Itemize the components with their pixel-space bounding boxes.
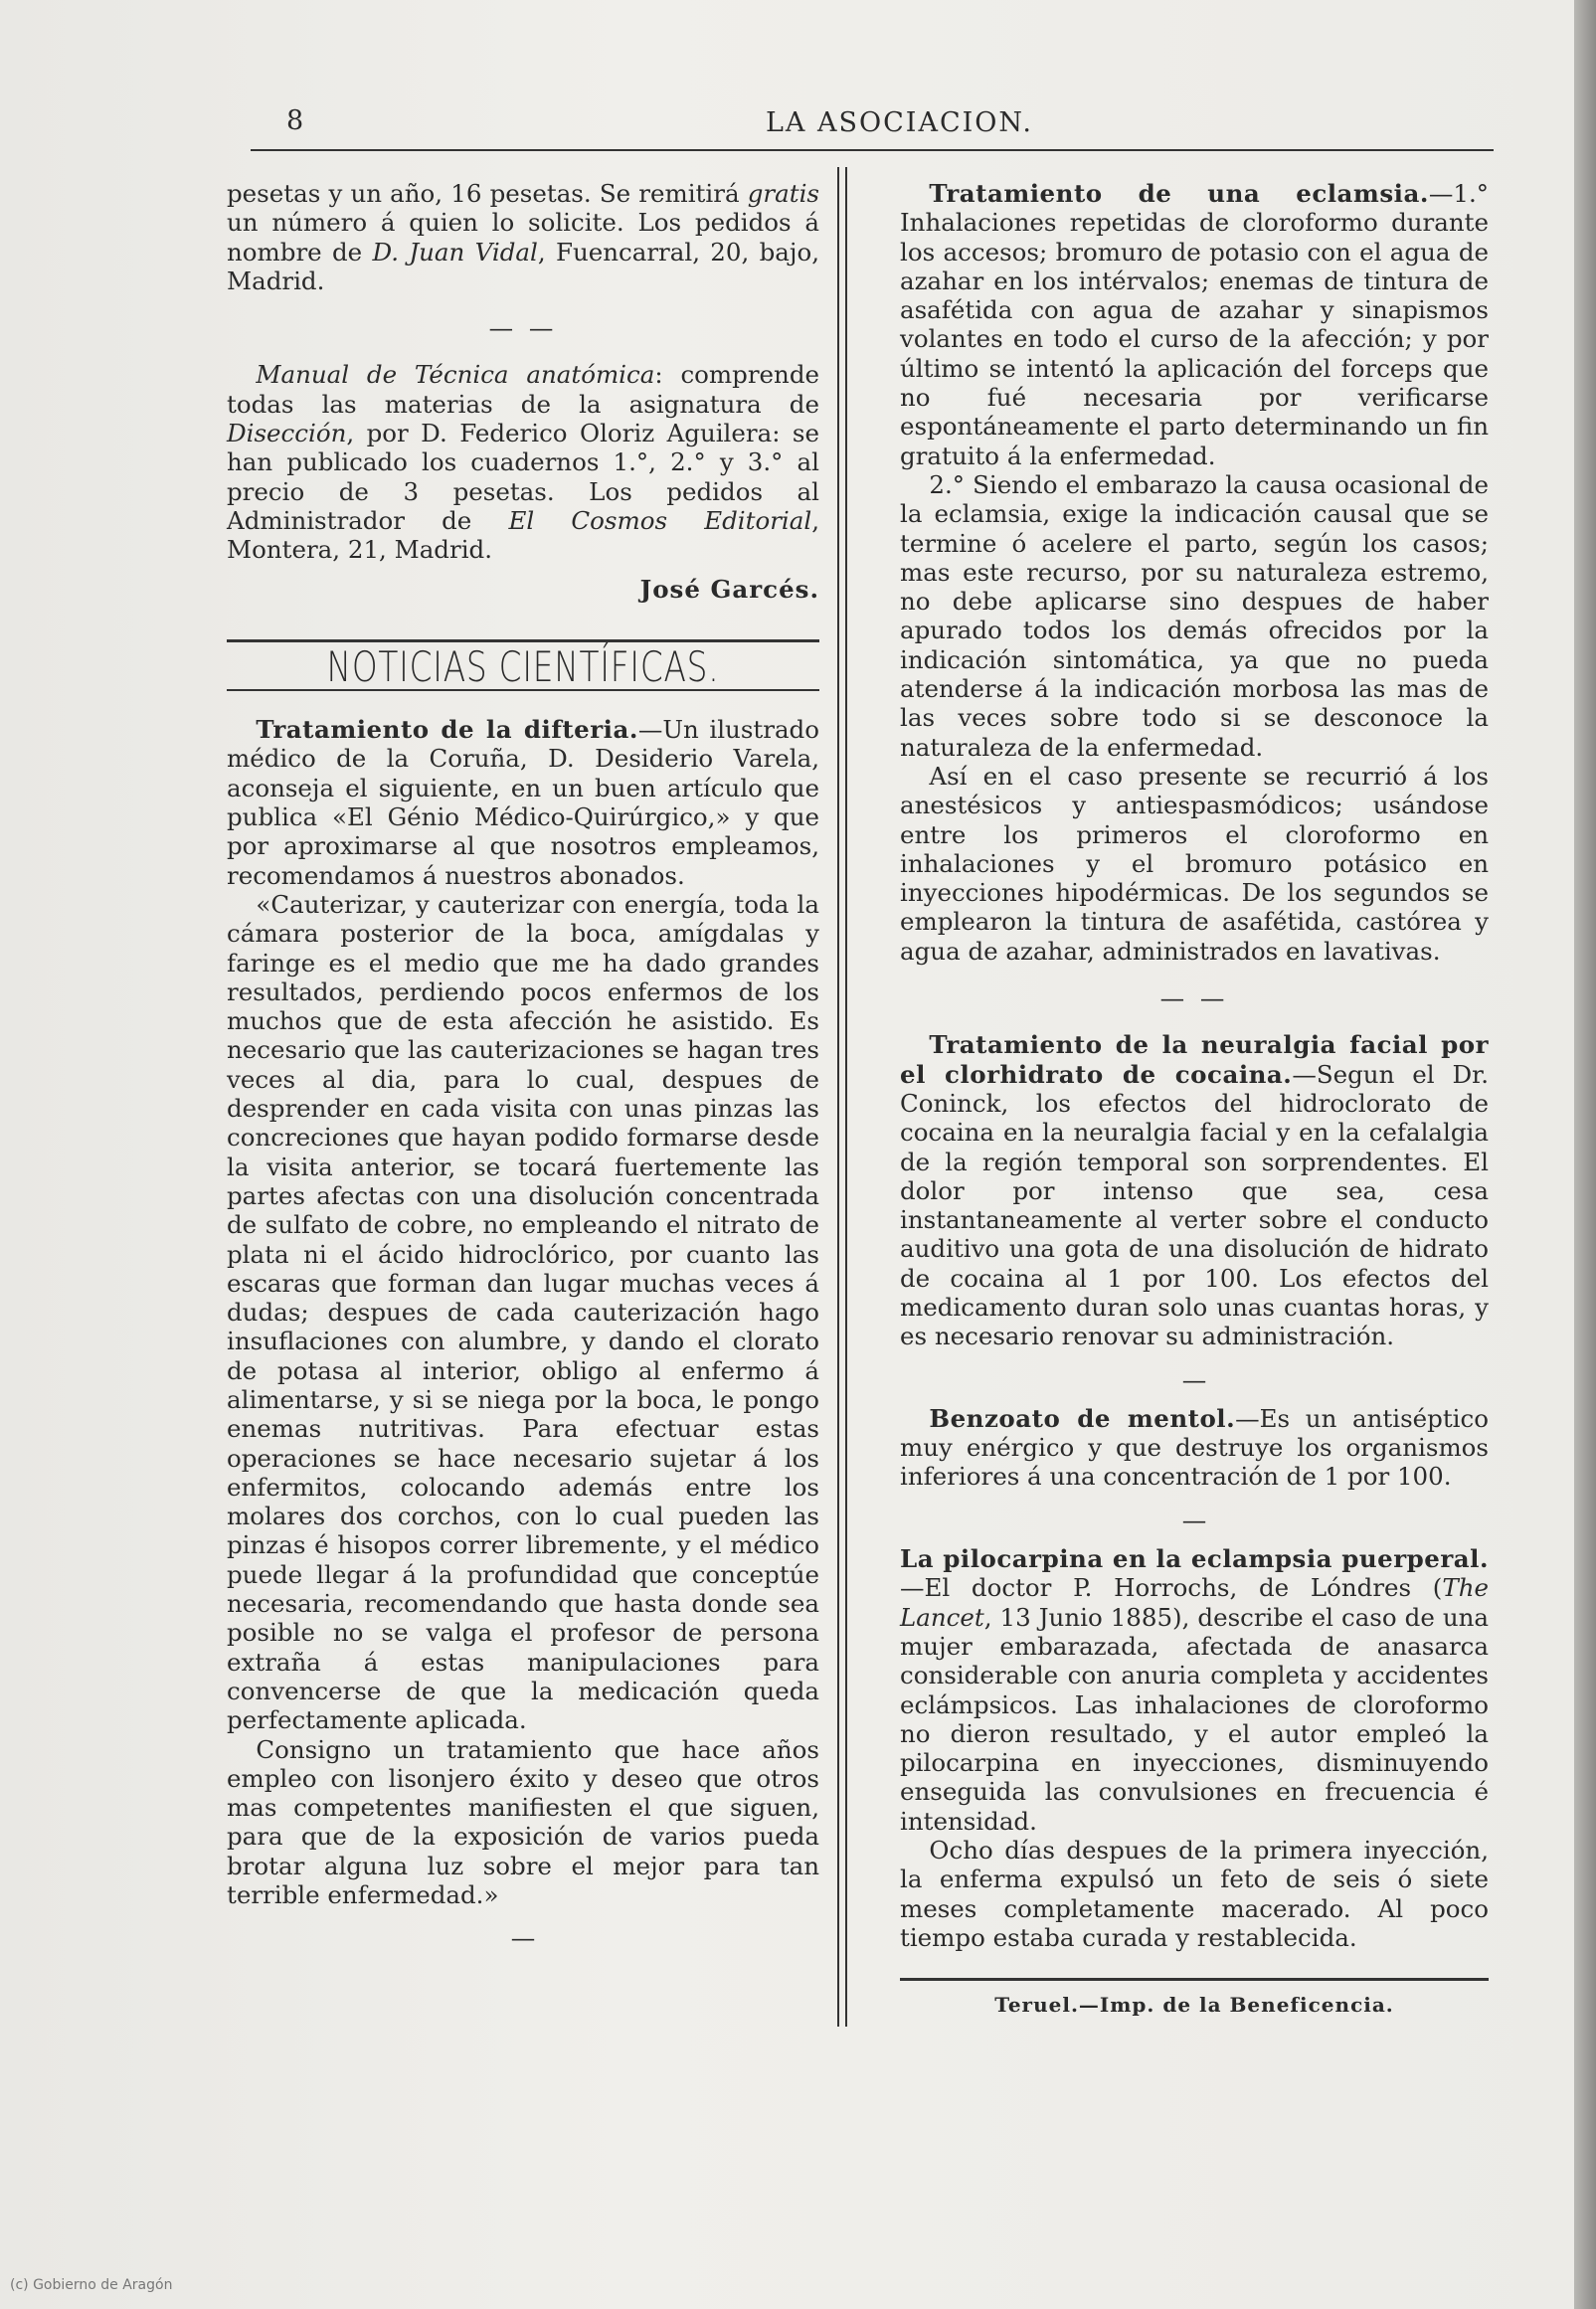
article-mentol: Benzoato de mentol.—Es un antiséptico muy enérgico y que destruye los organismos inferiores á una concentración de 1 por 100.: [900, 1403, 1489, 1492]
signature: José Garcés.: [639, 574, 819, 604]
article-paragraph: Ocho días despues de la primera inyección, la enferma expulsó un feto de seis ó siete meses completamente macerado. Al poco tiempo estaba curada y restablecida.: [900, 1836, 1489, 1952]
separator: — —: [1159, 983, 1229, 1013]
article-eclamsia: Tratamiento de una eclamsia.—1.° Inhalaciones repetidas de cloroformo durante los accesos; bromuro de potasio con el agua de azahar en los intérvalos; enemas de tintura de asafétida con agua de azahar y sinapismos volantes en todo el curso de la afección; y por último se intentó la aplicación del forceps que no fué necesaria por verificarse espontáneamente el parto determinando un fin gratuito á la enfermedad.: [900, 179, 1489, 470]
manual-notice: Manual de Técnica anatómica: comprende todas las materias de la asignatura de Disección, por D. Federico Oloriz Aguilera: se han publicado los cuadernos 1.°, 2.° y 3.° al precio de 3 pesetas. Los pedidos al Administrador de El Cosmos Editorial, Montera, 21, Madrid.: [227, 360, 820, 565]
separator: —: [1181, 1505, 1207, 1534]
subscription-paragraph: pesetas y un año, 16 pesetas. Se remitirá gratis un número á quien lo solicite. Los pedidos á nombre de D. Juan Vidal, Fuencarral, 20, bajo, Madrid.: [227, 179, 820, 295]
separator: — —: [488, 313, 558, 343]
end-dash: —: [510, 1923, 536, 1953]
separator: —: [1181, 1364, 1207, 1394]
copyright-credit: (c) Gobierno de Aragón: [10, 2277, 173, 2293]
article-paragraph: «Cauterizar, y cauterizar con energía, toda la cámara posterior de la boca, amígdalas y faringe es el medio que me ha dado grandes resultados, perdiendo pocos enfermos de los muchos que de esta afección he asistido. Es necesario que las cauterizaciones se hagan tres veces al dia, para lo cual, despues de desprender en cada visita con unas pinzas las concreciones que hayan podido formarse desde la visita anterior, se tocará fuertemente las partes afectas con una disolución concentrada de sulfato de cobre, no empleando el nitrato de plata ni el ácido hidroclórico, por cuanto las escaras que forman dan lugar muchas veces á dudas; despues de cada cauterización hago insuflaciones con alumbre, y dando el clorato de potasa al interior, obligo al enfermo á alimentarse, y si se niega por la boca, le pongo enemas nutritivas. Para efectuar estas operaciones se hace necesario sujetar á los enfermitos, colocando además entre los molares dos corchos, con lo cual pueden las pinzas é hisopos correr libremente, y el médico puede llegar á la profundidad que conceptúe necesaria, recomendando que hasta donde sea posible no se valga el profesor de persona extraña á estas manipulaciones para convencerse de que la medicación queda perfectamente aplicada.: [227, 889, 819, 1735]
page-number: 8: [286, 105, 304, 136]
article-pilocarpina: La pilocarpina en la eclampsia puerperal.—El doctor P. Horrochs, de Lóndres (The Lancet, 13 Junio 1885), describe el caso de una mujer embarazada, afectada de anasarca considerable con anuria completa y accidentes eclámpsicos. Las inhalaciones de cloroformo no dieron resultado, y el autor empleó la pilocarpina en inyecciones, disminuyendo enseguida las convulsiones en frecuencia é intensidad.: [900, 1544, 1489, 1836]
page-header: [249, 99, 1492, 141]
column-divider: [837, 167, 847, 2027]
article-paragraph: Consigno un tratamiento que hace años empleo con lisonjero éxito y deseo que otros mas competentes manifiesten el que siguen, para que de la exposición de varios pueda brotar alguna luz sobre el mejor para tan terrible enfermedad.»: [227, 1734, 819, 1910]
article-heading: La pilocarpina en la eclampsia puerperal.: [900, 1544, 1489, 1574]
article-difteria: Tratamiento de la difteria.—Un ilustrado médico de la Coruña, D. Desiderio Varela, aconseja el siguiente, en un buen artículo que publica «El Génio Médico-Quirúrgico,» y que por aproximarse al que nosotros empleamos, recomendamos á nuestros abonados.: [227, 715, 819, 890]
article-heading: Tratamiento de la neuralgia facial por el clorhidrato de cocaina.: [900, 1030, 1489, 1089]
footer-rule: [900, 1978, 1489, 1981]
printer-imprint: Teruel.—Imp. de la Beneficencia.: [994, 1993, 1394, 2018]
article-paragraph: Así en el caso presente se recurrió á los anestésicos y antiespasmódicos; usándose entre los primeros el cloroformo en inhalaciones y el bromuro potásico en inyecciones hipodérmicas. De los segundos se emplearon la tintura de asafétida, castórea y agua de azahar, administrados en lavativas.: [900, 761, 1489, 966]
header-rule: [251, 149, 1494, 151]
article-heading: Benzoato de mentol.: [929, 1403, 1236, 1433]
article-neuralgia: Tratamiento de la neuralgia facial por el clorhidrato de cocaina.—Segun el Dr. Coninck, los efectos del hidroclorato de cocaina en la neuralgia facial y en la cefalalgia de la región temporal son sorprendentes. El dolor por intenso que sea, cesa instantaneamente al verter sobre el conducto auditivo una gota de una disolución de hidrato de cocaina al 1 por 100. Los efectos del medicamento duran solo unas cuantas horas, y es necesario renovar su administración.: [900, 1030, 1489, 1351]
page-edge: [1574, 0, 1596, 2309]
section-title: NOTICIAS CIENTÍFICAS.: [326, 641, 720, 691]
article-heading: Tratamiento de una eclamsia.: [929, 179, 1429, 208]
left-column: [227, 179, 819, 1963]
journal-title: LA ASOCIACION.: [766, 107, 1033, 138]
article-heading: Tratamiento de la difteria.: [256, 715, 638, 745]
article-paragraph: 2.° Siendo el embarazo la causa ocasional de la eclamsia, exige la indicación causal que se termine ó acelere el parto, según los casos; mas este recurso, por su naturaleza estremo, no debe aplicarse sino despues de haber apurado todos los demás ofrecidos por la indicación sintomática, ya que no pueda atenderse á la indicación morbosa las mas de las veces sobre todo si se desconoce la naturaleza de la enfermedad.: [900, 469, 1489, 762]
right-column: [900, 179, 1489, 2021]
section-banner: [227, 639, 819, 691]
